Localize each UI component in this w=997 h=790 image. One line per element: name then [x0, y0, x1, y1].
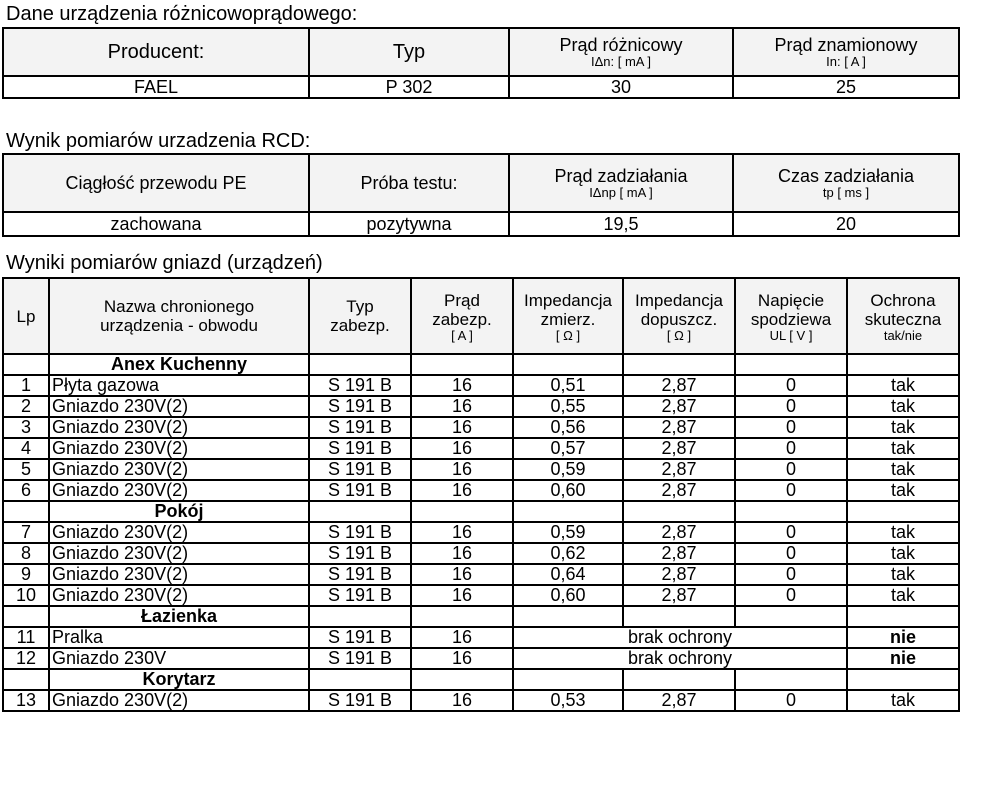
table-row: [3, 438, 959, 459]
rated-current-header: [733, 28, 959, 76]
producer-header: Producent:: [3, 28, 309, 76]
trip-time-label: Czas zadziałania: [777, 165, 915, 186]
name-cell: Gniazdo 230V(2): [49, 396, 309, 417]
name-cell: Gniazdo 230V(2): [49, 690, 309, 711]
type-cell: S 191 B: [309, 522, 411, 543]
current-cell: 16: [411, 438, 513, 459]
protection-cell: tak: [847, 480, 959, 501]
zmeas-cell: 0,59: [513, 459, 623, 480]
lp-cell: 8: [3, 543, 49, 564]
protection-cell: tak: [847, 690, 959, 711]
name-header-line1: Nazwa chronionego: [103, 297, 255, 316]
type-cell: S 191 B: [309, 480, 411, 501]
lp-cell: 6: [3, 480, 49, 501]
type-header-line1: Typ: [346, 297, 374, 316]
name-cell: Gniazdo 230V(2): [49, 522, 309, 543]
type-cell: S 191 B: [309, 543, 411, 564]
group-empty-cell: [411, 669, 513, 690]
type-header: Typ: [309, 28, 509, 76]
table-row: [3, 459, 959, 480]
group-empty-cell: [411, 501, 513, 522]
protection-header-line2: skuteczna: [864, 309, 942, 329]
test-value: pozytywna: [309, 212, 509, 236]
current-cell: 16: [411, 585, 513, 606]
zallow-header-unit: [ Ω ]: [666, 327, 692, 343]
current-cell: 16: [411, 459, 513, 480]
lp-cell: 3: [3, 417, 49, 438]
lp-cell: 1: [3, 375, 49, 396]
name-cell: Płyta gazowa: [49, 375, 309, 396]
current-cell: 16: [411, 396, 513, 417]
zallow-cell: 2,87: [623, 564, 735, 585]
zallow-cell: 2,87: [623, 522, 735, 543]
current-cell: 16: [411, 690, 513, 711]
group-empty-cell: [411, 354, 513, 375]
group-row: [3, 354, 959, 375]
name-cell: Gniazdo 230V(2): [49, 438, 309, 459]
rcd-results-table: [2, 153, 960, 237]
protection-cell: tak: [847, 585, 959, 606]
table-row: [3, 396, 959, 417]
current-cell: 16: [411, 480, 513, 501]
zallow-cell: 2,87: [623, 543, 735, 564]
voltage-cell: 0: [735, 438, 847, 459]
lp-cell: 12: [3, 648, 49, 669]
table-row: [3, 417, 959, 438]
group-empty-cell: [513, 354, 623, 375]
table-header-row: [3, 278, 959, 354]
lp-cell: 13: [3, 690, 49, 711]
zallow-cell: 2,87: [623, 480, 735, 501]
protection-header-unit: tak/nie: [883, 327, 923, 343]
group-name: Korytarz: [49, 669, 309, 690]
group-empty-cell: [847, 669, 959, 690]
group-name: Pokój: [49, 501, 309, 522]
zmeas-cell: 0,56: [513, 417, 623, 438]
type-value: P 302: [309, 76, 509, 98]
voltage-header: [735, 278, 847, 354]
type-cell: S 191 B: [309, 459, 411, 480]
zallow-cell: 2,87: [623, 438, 735, 459]
residual-current-unit: IΔn: [ mA ]: [591, 53, 651, 69]
name-cell: Gniazdo 230V(2): [49, 543, 309, 564]
protection-cell: tak: [847, 522, 959, 543]
protection-cell: tak: [847, 564, 959, 585]
type-header: [309, 278, 411, 354]
type-cell: S 191 B: [309, 648, 411, 669]
name-header: [49, 278, 309, 354]
group-row: [3, 501, 959, 522]
table-row: [3, 480, 959, 501]
rcd-device-table: [2, 27, 960, 99]
protection-header: [847, 278, 959, 354]
voltage-cell: 0: [735, 375, 847, 396]
voltage-cell: 0: [735, 543, 847, 564]
lp-cell: 11: [3, 627, 49, 648]
table-row: [3, 627, 959, 648]
trip-time-header: [733, 154, 959, 212]
group-empty-cell: [309, 606, 411, 627]
protection-cell: nie: [847, 627, 959, 648]
lp-cell: 4: [3, 438, 49, 459]
residual-current-label: Prąd różnicowy: [559, 34, 683, 55]
type-cell: S 191 B: [309, 396, 411, 417]
table-row: [3, 585, 959, 606]
current-cell: 16: [411, 564, 513, 585]
lp-cell: 2: [3, 396, 49, 417]
zallow-cell: 2,87: [623, 690, 735, 711]
type-cell: S 191 B: [309, 690, 411, 711]
zallow-header-line1: Impedancja: [635, 290, 723, 310]
lp-cell: 10: [3, 585, 49, 606]
group-empty-cell: [847, 501, 959, 522]
type-cell: S 191 B: [309, 585, 411, 606]
group-empty-cell: [309, 354, 411, 375]
current-header: [411, 278, 513, 354]
protection-cell: tak: [847, 375, 959, 396]
name-cell: Gniazdo 230V: [49, 648, 309, 669]
group-name: Anex Kuchenny: [49, 354, 309, 375]
zmeas-header: [513, 278, 623, 354]
protection-cell: tak: [847, 459, 959, 480]
zallow-cell: 2,87: [623, 459, 735, 480]
current-header-unit: [ A ]: [451, 327, 473, 343]
lp-cell: 9: [3, 564, 49, 585]
group-lp-cell: [3, 354, 49, 375]
group-row: [3, 669, 959, 690]
group-empty-cell: [847, 354, 959, 375]
socket-results-heading: Wyniki pomiarów gniazd (urządzeń): [6, 252, 323, 274]
voltage-header-unit: UL [ V ]: [769, 327, 813, 343]
group-empty-cell: [847, 606, 959, 627]
zmeas-cell: 0,60: [513, 585, 623, 606]
type-cell: S 191 B: [309, 375, 411, 396]
trip-current-header: [509, 154, 733, 212]
zallow-cell: 2,87: [623, 396, 735, 417]
protection-cell: tak: [847, 543, 959, 564]
protection-header-line1: Ochrona: [870, 290, 936, 310]
table-row: [3, 648, 959, 669]
trip-current-unit: IΔnp [ mA ]: [589, 184, 653, 200]
group-empty-cell: [513, 501, 623, 522]
zmeas-cell: 0,62: [513, 543, 623, 564]
trip-current-label: Prąd zadziałania: [554, 165, 688, 186]
name-cell: Gniazdo 230V(2): [49, 585, 309, 606]
rated-current-unit: In: [ A ]: [826, 53, 866, 69]
zmeas-header-line2: zmierz.: [540, 309, 596, 329]
voltage-header-line1: Napięcie: [757, 290, 825, 310]
zmeas-cell: 0,57: [513, 438, 623, 459]
table-row: [3, 375, 959, 396]
current-cell: 16: [411, 627, 513, 648]
table-row: [3, 564, 959, 585]
protection-cell: nie: [847, 648, 959, 669]
type-cell: S 191 B: [309, 438, 411, 459]
current-cell: 16: [411, 543, 513, 564]
voltage-cell: 0: [735, 564, 847, 585]
producer-value: FAEL: [3, 76, 309, 98]
group-empty-cell: [623, 669, 735, 690]
residual-current-header: [509, 28, 733, 76]
trip-current-value: 19,5: [509, 212, 733, 236]
lp-cell: 7: [3, 522, 49, 543]
group-empty-cell: [309, 669, 411, 690]
rated-current-label: Prąd znamionowy: [774, 34, 918, 55]
pe-continuity-header: Ciągłość przewodu PE: [3, 154, 309, 212]
type-cell: S 191 B: [309, 564, 411, 585]
name-header-line2: urządzenia - obwodu: [100, 316, 258, 335]
name-cell: Gniazdo 230V(2): [49, 480, 309, 501]
device-data-heading: Dane urządzenia różnicowoprądowego:: [6, 3, 358, 25]
zmeas-cell: 0,64: [513, 564, 623, 585]
group-empty-cell: [735, 501, 847, 522]
group-empty-cell: [513, 606, 623, 627]
current-header-line1: Prąd: [444, 290, 480, 310]
zmeas-cell: 0,51: [513, 375, 623, 396]
zallow-cell: 2,87: [623, 585, 735, 606]
zmeas-header-line1: Impedancja: [524, 290, 612, 310]
group-empty-cell: [735, 354, 847, 375]
current-cell: 16: [411, 375, 513, 396]
type-header-line2: zabezp.: [330, 316, 390, 335]
trip-time-value: 20: [733, 212, 959, 236]
protection-cell: tak: [847, 396, 959, 417]
group-empty-cell: [623, 354, 735, 375]
socket-results-table: [2, 277, 960, 712]
protection-cell: tak: [847, 417, 959, 438]
current-header-line2: zabezp.: [432, 309, 492, 329]
group-empty-cell: [735, 606, 847, 627]
rcd-results-heading: Wynik pomiarów urzadzenia RCD:: [6, 130, 311, 152]
group-empty-cell: [735, 669, 847, 690]
no-protection-cell: brak ochrony: [513, 627, 847, 648]
type-cell: S 191 B: [309, 627, 411, 648]
zallow-header: [623, 278, 735, 354]
name-cell: Gniazdo 230V(2): [49, 459, 309, 480]
lp-header: Lp: [3, 278, 49, 354]
voltage-cell: 0: [735, 480, 847, 501]
group-empty-cell: [513, 669, 623, 690]
group-empty-cell: [309, 501, 411, 522]
zmeas-cell: 0,59: [513, 522, 623, 543]
zmeas-cell: 0,53: [513, 690, 623, 711]
trip-time-unit: tp [ ms ]: [822, 184, 870, 200]
zallow-cell: 2,87: [623, 417, 735, 438]
group-row: [3, 606, 959, 627]
pe-continuity-value: zachowana: [3, 212, 309, 236]
zmeas-cell: 0,60: [513, 480, 623, 501]
group-lp-cell: [3, 669, 49, 690]
voltage-cell: 0: [735, 585, 847, 606]
group-lp-cell: [3, 606, 49, 627]
voltage-cell: 0: [735, 459, 847, 480]
group-lp-cell: [3, 501, 49, 522]
rated-current-value: 25: [733, 76, 959, 98]
group-empty-cell: [623, 501, 735, 522]
group-name: Łazienka: [49, 606, 309, 627]
current-cell: 16: [411, 417, 513, 438]
name-cell: Pralka: [49, 627, 309, 648]
type-cell: S 191 B: [309, 417, 411, 438]
voltage-cell: 0: [735, 417, 847, 438]
voltage-cell: 0: [735, 690, 847, 711]
test-header: Próba testu:: [309, 154, 509, 212]
voltage-cell: 0: [735, 522, 847, 543]
voltage-cell: 0: [735, 396, 847, 417]
name-cell: Gniazdo 230V(2): [49, 417, 309, 438]
zmeas-header-unit: [ Ω ]: [555, 327, 581, 343]
current-cell: 16: [411, 522, 513, 543]
group-empty-cell: [411, 606, 513, 627]
voltage-header-line2: spodziewa: [750, 309, 832, 329]
table-row: [3, 690, 959, 711]
lp-cell: 5: [3, 459, 49, 480]
current-cell: 16: [411, 648, 513, 669]
protection-cell: tak: [847, 438, 959, 459]
zallow-header-line2: dopuszcz.: [640, 309, 718, 329]
zallow-cell: 2,87: [623, 375, 735, 396]
group-empty-cell: [623, 606, 735, 627]
table-row: [3, 543, 959, 564]
residual-current-value: 30: [509, 76, 733, 98]
zmeas-cell: 0,55: [513, 396, 623, 417]
table-row: [3, 522, 959, 543]
name-cell: Gniazdo 230V(2): [49, 564, 309, 585]
no-protection-cell: brak ochrony: [513, 648, 847, 669]
